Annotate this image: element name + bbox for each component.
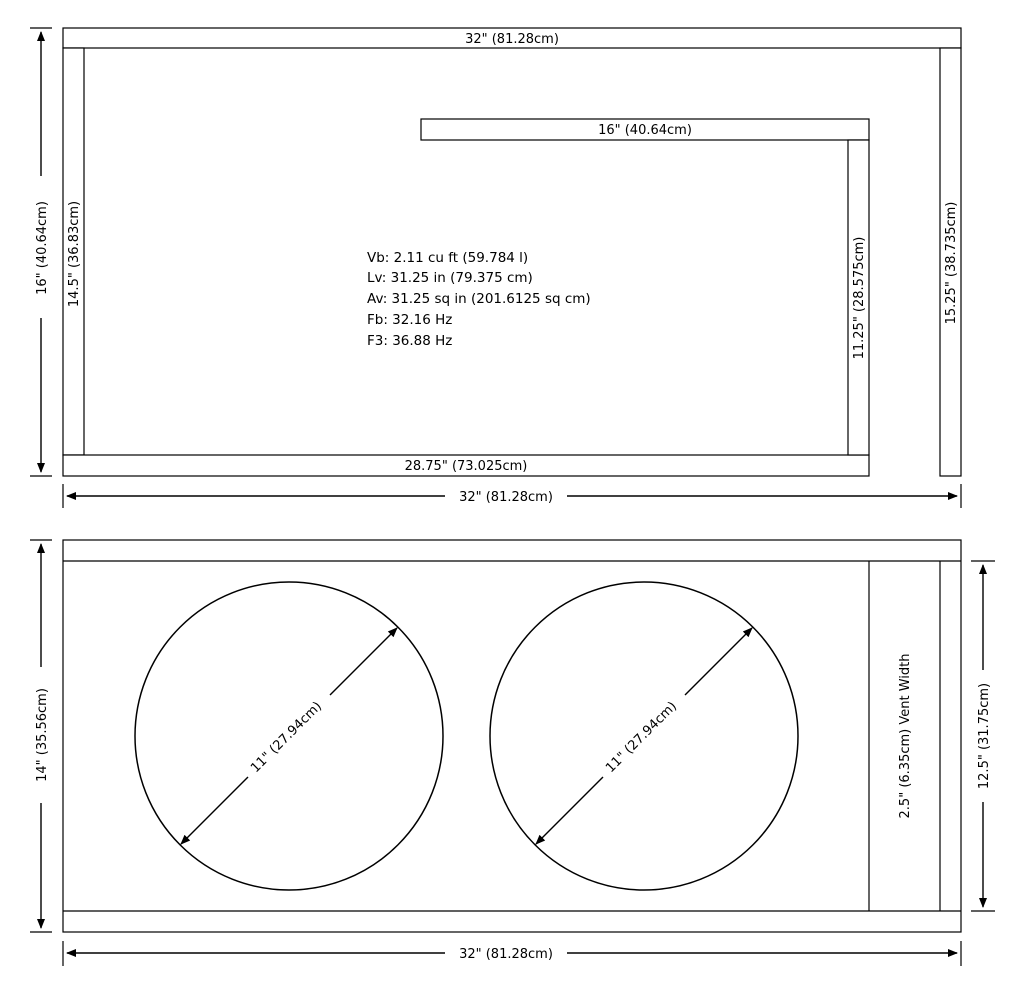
front-overall-width-label: 32" (81.28cm): [459, 947, 553, 962]
speaker-cutout-right: [490, 582, 798, 890]
left-board-label: 14.5" (36.83cm): [67, 200, 82, 308]
top-board-label: 32" (81.28cm): [465, 32, 559, 47]
bottom-board-label: 28.75" (73.025cm): [404, 459, 528, 474]
vent-width-label: 2.5" (6.35cm) Vent Width: [898, 653, 913, 819]
top-overall-width-label: 32" (81.28cm): [459, 490, 553, 505]
enclosure-specs: [367, 250, 591, 349]
speaker-cutout-diameter-label: 11" (27.94cm): [248, 699, 326, 777]
front-overall-width-dimension: [63, 941, 961, 966]
divider-vertical-label: 11.25" (28.575cm): [852, 236, 867, 360]
spec-av: Av: 31.25 sq in (201.6125 sq cm): [367, 291, 591, 307]
speaker-cutout-left: [135, 582, 443, 890]
right-board-label: 15.25" (38.735cm): [944, 201, 959, 325]
spec-lv: Lv: 31.25 in (79.375 cm): [367, 270, 533, 286]
speaker-cutout-diameter-label: 11" (27.94cm): [603, 699, 681, 777]
top-overall-height-dimension: [30, 28, 52, 476]
front-overall-height-label: 14" (35.56cm): [35, 688, 50, 782]
top-overall-height-label: 16" (40.64cm): [35, 201, 50, 295]
front-overall-height-dimension: [30, 540, 52, 932]
divider-horizontal-label: 16" (40.64cm): [598, 123, 692, 138]
front-view: [30, 540, 995, 966]
top-view: [30, 28, 961, 508]
front-inner-height-dimension: [971, 561, 995, 911]
spec-f3: F3: 36.88 Hz: [367, 333, 453, 349]
spec-vb: Vb: 2.11 cu ft (59.784 l): [367, 250, 529, 266]
spec-fb: Fb: 32.16 Hz: [367, 312, 453, 328]
front-inner-height-label: 12.5" (31.75cm): [977, 682, 992, 790]
top-overall-width-dimension: [63, 484, 961, 508]
